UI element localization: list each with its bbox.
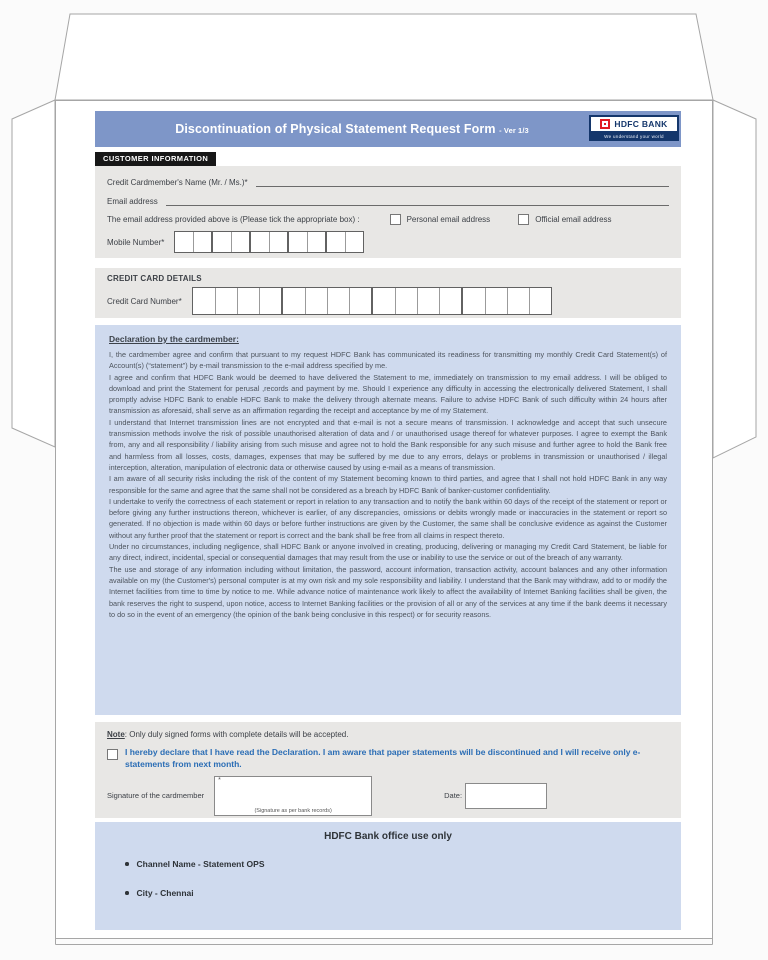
- note-section: [95, 722, 681, 818]
- mobile-digit-cell[interactable]: [175, 232, 193, 252]
- email-row: [107, 195, 669, 206]
- declaration-paragraph: The use and storage of any information including without limitation, the password, account information, transaction activity, account balances and any other information available on my (the Customer's) personal computer is at my own risk and my sole responsibility and liability. I understand that the Bank may withdraw, add to or modify the Internet facilities from time to time by notice to me. While advance notice of maintenance work likely to affect the availability of Internet Banking facilities shall be given, the bank reserves the right to suspend, upon notice, access to Internet Banking facilities or the provision of all or any of the services at any time if the bank deems it necessary to do so in the event of an emergency (the opinion of the bank being conclusive in this respect) or for security reasons.: [109, 564, 667, 619]
- envelope-left-flap: [12, 100, 55, 447]
- bank-tagline: We understand your world: [589, 133, 679, 141]
- signature-mark: *: [218, 776, 221, 784]
- form-title: Discontinuation of Physical Statement Request Form: [175, 122, 496, 136]
- mobile-digit-group: [326, 231, 364, 253]
- mobile-digit-cell[interactable]: [193, 232, 211, 252]
- card-digit-cell[interactable]: [485, 288, 507, 314]
- card-digit-cell[interactable]: [463, 288, 485, 314]
- hdfc-logo-icon-inner: [602, 121, 608, 127]
- mobile-number-label: Mobile Number*: [107, 237, 165, 247]
- card-digit-cell[interactable]: [417, 288, 439, 314]
- name-label: Credit Cardmember's Name (Mr. / Ms.)*: [107, 178, 248, 187]
- office-use-title: HDFC Bank office use only: [324, 831, 452, 842]
- mobile-digit-cell[interactable]: [345, 232, 363, 252]
- declare-row: [107, 747, 669, 771]
- bullet-icon: [125, 891, 129, 895]
- signature-label: Signature of the cardmember: [107, 791, 205, 801]
- credit-card-details-label: CREDIT CARD DETAILS: [107, 274, 202, 283]
- mobile-number-input[interactable]: [174, 231, 364, 253]
- email-label: Email address: [107, 197, 158, 206]
- form-title-wrap: [175, 122, 601, 136]
- card-digit-cell[interactable]: [395, 288, 417, 314]
- declaration-checkbox[interactable]: [107, 749, 118, 760]
- date-field[interactable]: [465, 783, 547, 809]
- hdfc-bank-logo: [589, 115, 679, 141]
- card-digit-group: [462, 287, 552, 315]
- hdfc-logo-box: [589, 115, 679, 133]
- hdfc-logo-icon: [600, 119, 610, 129]
- envelope-right-flap: [713, 100, 756, 458]
- signature-box[interactable]: [214, 776, 372, 816]
- card-number-row: [107, 287, 669, 315]
- card-digit-cell[interactable]: [529, 288, 551, 314]
- card-digit-cell[interactable]: [305, 288, 327, 314]
- card-digit-cell[interactable]: [215, 288, 237, 314]
- form-version: - Ver 1/3: [499, 126, 529, 135]
- declaration-paragraph: I undertake to verify the correctness of each statement or report in relation to any transaction and to notify the bank within 60 days of the receipt of the statement or report or before giving any further instructions thereon, whichever is earlier, of any discrepancies, omissions or debits wrongly made or inaccuracies in the statement or report so generated. If no objection is made within 60 days or before further instructions are given by the Customer, the same shall be conclusive evidence as against the Customer without any further proof that the statement or report is correct and the bank shall be free from all claims in respect thereto.: [109, 496, 667, 540]
- card-digit-cell[interactable]: [259, 288, 281, 314]
- signature-row: [107, 776, 669, 816]
- note-word: Note: [107, 730, 125, 739]
- date-label: Date:: [444, 791, 463, 801]
- bank-name: HDFC BANK: [614, 119, 668, 129]
- card-digit-group: [282, 287, 372, 315]
- card-digit-group: [192, 287, 282, 315]
- statement-request-form: [95, 111, 681, 930]
- card-digit-cell[interactable]: [283, 288, 305, 314]
- official-email-checkbox[interactable]: [518, 214, 529, 225]
- official-email-label: Official email address: [535, 215, 612, 224]
- mobile-digit-group: [250, 231, 288, 253]
- card-digit-cell[interactable]: [373, 288, 395, 314]
- card-digit-cell[interactable]: [327, 288, 349, 314]
- note-text: : Only duly signed forms with complete details will be accepted.: [124, 730, 349, 739]
- card-number-label: Credit Card Number*: [107, 296, 182, 306]
- email-field[interactable]: [166, 195, 669, 206]
- mobile-digit-group: [288, 231, 326, 253]
- office-use-item: [125, 859, 667, 869]
- name-field[interactable]: [256, 176, 669, 187]
- personal-email-checkbox[interactable]: [390, 214, 401, 225]
- card-digit-cell[interactable]: [507, 288, 529, 314]
- mobile-digit-cell[interactable]: [213, 232, 231, 252]
- declaration-heading: Declaration by the cardmember:: [109, 334, 239, 344]
- mobile-digit-cell[interactable]: [251, 232, 269, 252]
- name-row: [107, 176, 669, 187]
- office-use-section: [95, 822, 681, 930]
- declaration-paragraph: I understand that Internet transmission lines are not encrypted and that e-mail is not a secure means of transmission. I acknowledge and accept that such unsecure transmission methods involve the risk of possible unauthorised alteration of data and / or unauthorised usage thereof for whatever purposes. I agree to exempt the Bank from, any and all responsibility / liability arising from such misuse and agree not to hold the Bank responsible for any such misuse and further agree to hold the Bank free and harmless from all losses, costs, damages, expenses that may be suffered by me due to any errors, delays or problems in transmission or unauthorised / illegal interception, alteration, manipulation of electronic data or otherwise caused by using e-mail as a means of transmission.: [109, 417, 667, 472]
- declaration-paragraph: I am aware of all security risks including the risk of the content of my Statement becoming known to third parties, and agree that I shall not hold HDFC Bank in any way responsible for the same and agree that the same shall not be considered as a breach by HDFC Bank of banker-customer confidentiality.: [109, 474, 667, 495]
- hdfc-logo-icon-core: [604, 123, 606, 125]
- customer-information-label: CUSTOMER INFORMATION: [95, 152, 216, 166]
- declaration-paragraph: Under no circumstances, including negligence, shall HDFC Bank or anyone involved in creating, producing, delivering or managing my Credit Card Statement, be liable for any direct, indirect, incidental, special or consequential damages that may result from the use or inability to use the service or out of the breach of any warranty.: [109, 542, 667, 563]
- card-digit-group: [372, 287, 462, 315]
- declaration-paragraph: I, the cardmember agree and confirm that pursuant to my request HDFC Bank has communicated its readiness for transmitting my monthly Credit Card Statement(s) of Account(s) (“statement”) by e-mail transmission to the e-mail address specified by me.: [109, 350, 667, 371]
- card-number-input[interactable]: [192, 287, 552, 315]
- mobile-digit-cell[interactable]: [289, 232, 307, 252]
- email-type-row: [107, 214, 669, 225]
- mobile-digit-group: [174, 231, 212, 253]
- card-digit-cell[interactable]: [439, 288, 461, 314]
- envelope-top-flap: [55, 14, 713, 100]
- card-digit-cell[interactable]: [237, 288, 259, 314]
- bullet-icon: [125, 862, 129, 866]
- mobile-digit-cell[interactable]: [231, 232, 249, 252]
- declaration-paragraph: I agree and confirm that HDFC Bank would be deemed to have delivered the Statement to me, immediately on transmission to my email address. I will be obliged to download and print the Statement for perusal ,records and payment by me. Should I experience any difficulty in accessing the electronically delivered Statement, I shall promptly advise HDFC Bank to enable HDFC Bank to make the delivery through alternate means. Failure to advise HDFC Bank of such difficulty within 24 hours after transmission as aforesaid, shall serve as an affirmation regarding the receipt and acceptance by me of my Statement.: [109, 372, 667, 416]
- note-line: [107, 730, 669, 739]
- mobile-digit-cell[interactable]: [327, 232, 345, 252]
- declare-text: I hereby declare that I have read the Declaration. I am aware that paper statements will be discontinued and I will receive only e-statements from next month.: [125, 747, 641, 769]
- email-type-label: The email address provided above is (Please tick the appropriate box) :: [107, 215, 360, 224]
- declaration-section: [95, 325, 681, 715]
- credit-card-details-section: [95, 268, 681, 318]
- mobile-digit-group: [212, 231, 250, 253]
- office-use-item: [125, 888, 667, 898]
- card-digit-cell[interactable]: [193, 288, 215, 314]
- mobile-number-row: [107, 231, 669, 253]
- mobile-digit-cell[interactable]: [307, 232, 325, 252]
- customer-information-section: [95, 166, 681, 258]
- mobile-digit-cell[interactable]: [269, 232, 287, 252]
- personal-email-label: Personal email address: [406, 215, 491, 224]
- office-use-item-text: City - Chennai: [136, 888, 194, 898]
- form-header: [95, 111, 681, 147]
- office-use-item-text: Channel Name - Statement OPS: [136, 859, 265, 869]
- card-digit-cell[interactable]: [349, 288, 371, 314]
- signature-hint: (Signature as per bank records): [254, 807, 332, 814]
